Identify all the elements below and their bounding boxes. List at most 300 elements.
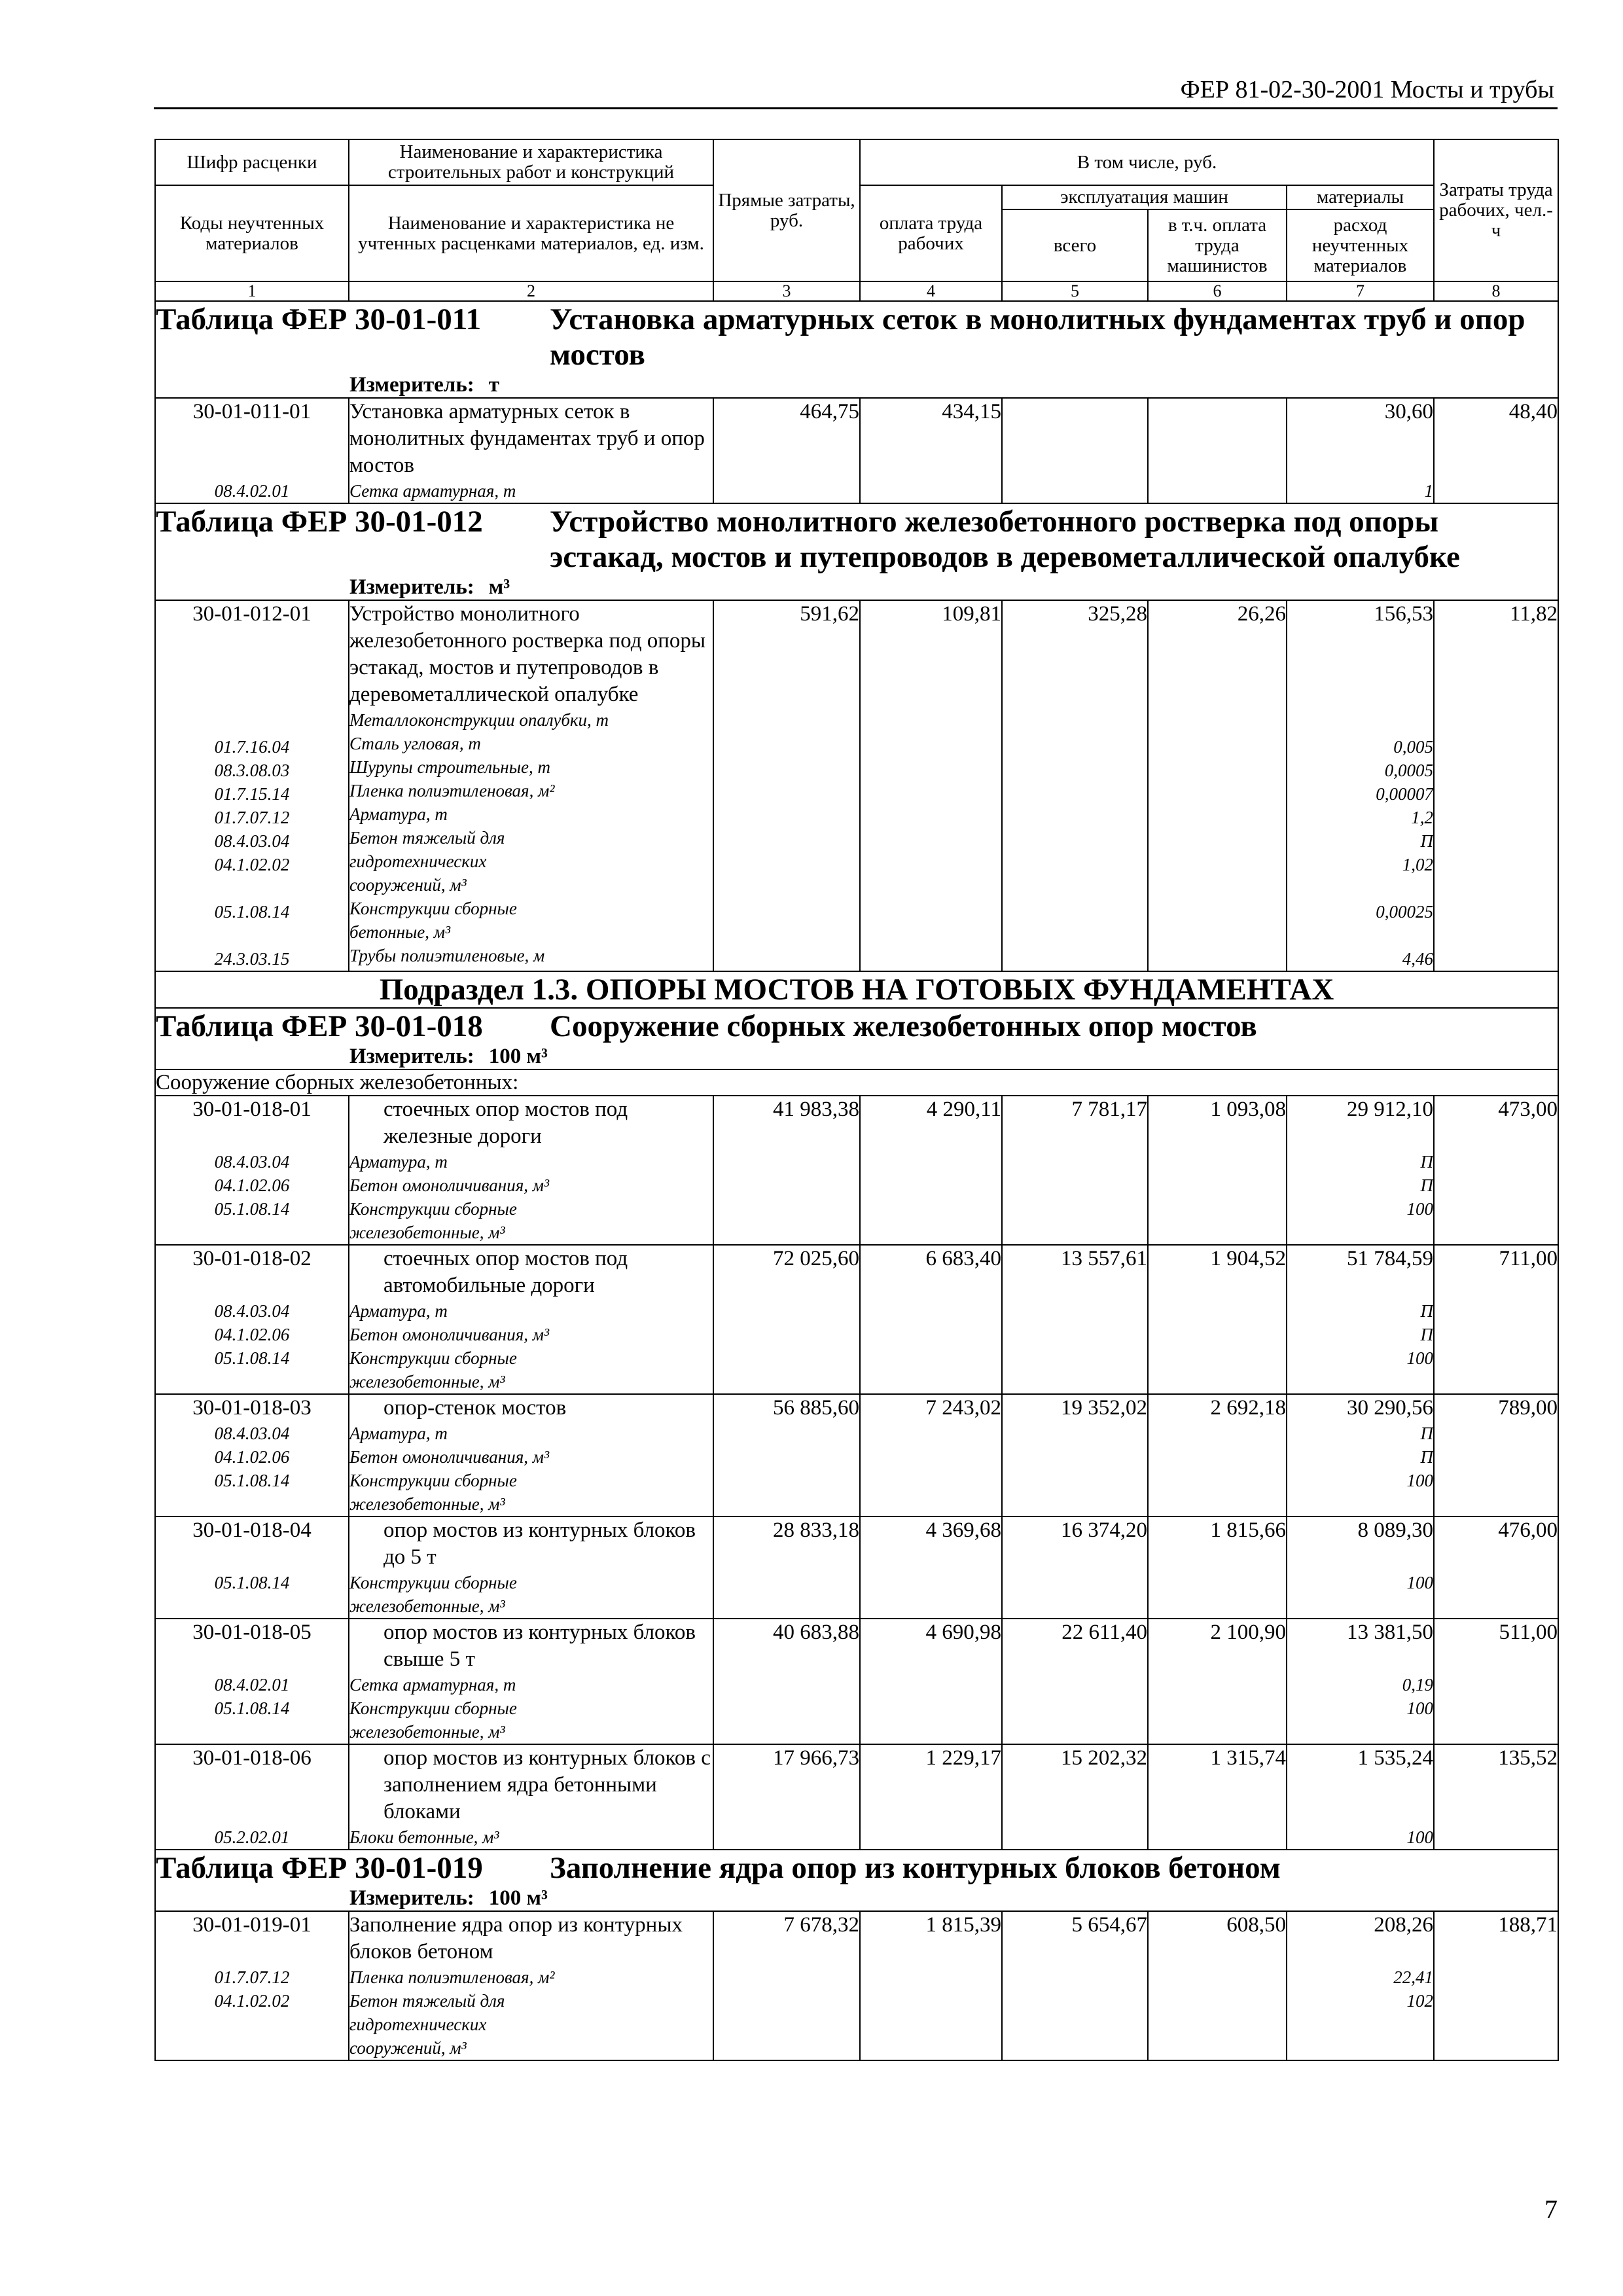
value-text: 16 374,20 xyxy=(1061,1518,1147,1542)
value-text: 56 885,60 xyxy=(773,1396,859,1420)
value-text: 13 557,61 xyxy=(1061,1247,1147,1270)
header-machine-operation: эксплуатация машин xyxy=(1002,185,1287,209)
material-code: 05.1.08.14 xyxy=(214,1348,290,1368)
value-text: 591,62 xyxy=(800,602,859,626)
subsection-row xyxy=(155,971,1558,1008)
section-header-row xyxy=(155,503,1558,600)
material-names xyxy=(349,1422,713,1516)
value-text: 7 781,17 xyxy=(1071,1098,1147,1121)
header-labor-costs: Затраты труда рабочих, чел.-ч xyxy=(1434,139,1558,281)
section-header-row xyxy=(155,1850,1558,1911)
material-qty: 0,19 xyxy=(1402,1675,1433,1695)
value-text: 464,75 xyxy=(800,400,859,423)
value-direct xyxy=(713,600,860,971)
value-mach xyxy=(1002,1744,1148,1850)
rate-code: 30-01-012-01 xyxy=(192,602,312,626)
material-qty: 22,41 xyxy=(1393,1967,1433,1987)
table-row xyxy=(155,1744,1558,1850)
value-mat xyxy=(1287,1744,1434,1850)
value-text: 1 315,74 xyxy=(1210,1746,1286,1770)
value-text: 473,00 xyxy=(1498,1098,1558,1121)
value-direct xyxy=(713,398,860,503)
table-row xyxy=(155,1911,1558,2060)
material-code: 24.3.03.15 xyxy=(214,949,290,969)
material-qty: 1 xyxy=(1424,481,1433,501)
column-number: 1 xyxy=(155,281,349,301)
material-qty: 100 xyxy=(1406,1698,1433,1718)
material-name: Сетка арматурная, т xyxy=(349,1675,516,1695)
rate-name-cell xyxy=(349,1744,713,1850)
value-mach-wages xyxy=(1148,1516,1287,1619)
material-names xyxy=(349,1673,713,1744)
table-title: Сооружение сборных железобетонных опор мостов xyxy=(550,1009,1257,1043)
value-text: 2 692,18 xyxy=(1210,1396,1286,1420)
column-number: 3 xyxy=(713,281,860,301)
header-name-label: Наименование и характеристика строительных работ и конструкций xyxy=(349,139,713,185)
rate-name-cell xyxy=(349,1245,713,1394)
rate-name: опор мостов из контурных блоков свыше 5 т xyxy=(383,1621,696,1671)
measure-label: Измеритель: xyxy=(349,575,474,599)
value-mach-wages xyxy=(1148,398,1287,503)
rate-name: стоечных опор мостов под железные дороги xyxy=(383,1098,628,1148)
rate-code-cell xyxy=(155,1911,349,2060)
measure-unit: 100 м³ xyxy=(488,1045,548,1068)
value-wages xyxy=(860,1619,1002,1744)
value-labor xyxy=(1434,600,1558,971)
material-code: 04.1.02.02 xyxy=(214,1991,290,2011)
section-title xyxy=(155,1008,1558,1069)
material-qty: 100 xyxy=(1406,1573,1433,1592)
material-names xyxy=(349,1299,713,1393)
value-text: 28 833,18 xyxy=(773,1518,859,1542)
material-qty: 100 xyxy=(1406,1199,1433,1219)
value-labor xyxy=(1434,398,1558,503)
table-body xyxy=(155,301,1558,2060)
material-qty: 100 xyxy=(1406,1827,1433,1847)
value-text: 5 654,67 xyxy=(1071,1913,1147,1937)
value-mach xyxy=(1002,1619,1148,1744)
material-name: Конструкции сборные железобетонные, м³ xyxy=(349,1573,517,1616)
table-row xyxy=(155,1394,1558,1516)
material-quantities xyxy=(1287,1422,1433,1516)
material-code: 05.1.08.14 xyxy=(214,902,290,922)
group-note: Сооружение сборных железобетонных: xyxy=(155,1069,1558,1096)
rate-name: Устройство монолитного железобетонного ростверка под опоры эстакад, мостов и путепроводов в деревометаллической опалубке xyxy=(349,602,706,706)
material-qty: 1,2 xyxy=(1411,808,1433,827)
value-text: 51 784,59 xyxy=(1347,1247,1433,1270)
value-text: 608,50 xyxy=(1226,1913,1286,1937)
material-codes xyxy=(156,479,348,503)
value-labor xyxy=(1434,1245,1558,1394)
material-codes xyxy=(156,735,348,971)
material-code: 05.1.08.14 xyxy=(214,1573,290,1592)
material-name: Арматура, т xyxy=(349,1301,448,1321)
value-text: 1 815,66 xyxy=(1210,1518,1286,1542)
header-labor-wages: оплата труда рабочих xyxy=(860,185,1002,281)
value-wages xyxy=(860,1911,1002,2060)
value-text: 1 815,39 xyxy=(925,1913,1001,1937)
value-text: 1 904,52 xyxy=(1210,1247,1286,1270)
header-direct-costs: Прямые затраты, руб. xyxy=(713,139,860,281)
value-mach xyxy=(1002,1394,1148,1516)
value-direct xyxy=(713,1911,860,2060)
material-name: Конструкции сборные железобетонные, м³ xyxy=(349,1348,517,1391)
material-code: 04.1.02.02 xyxy=(214,855,290,874)
material-quantities xyxy=(1287,1299,1433,1393)
value-text: 156,53 xyxy=(1374,602,1433,626)
rate-code-cell xyxy=(155,398,349,503)
value-text: 7 243,02 xyxy=(925,1396,1001,1420)
value-wages xyxy=(860,1744,1002,1850)
value-text: 4 290,11 xyxy=(926,1098,1001,1121)
material-quantities xyxy=(1287,735,1433,971)
value-direct xyxy=(713,1619,860,1744)
material-code: 08.4.03.04 xyxy=(214,831,290,851)
rate-name: опор-стенок мостов xyxy=(383,1396,567,1420)
material-quantities xyxy=(1287,479,1433,503)
value-labor xyxy=(1434,1911,1558,2060)
material-name: Арматура, т xyxy=(349,1152,448,1172)
value-text: 4 690,98 xyxy=(925,1621,1001,1644)
value-mach xyxy=(1002,1096,1148,1245)
value-text: 711,00 xyxy=(1499,1247,1558,1270)
material-names xyxy=(349,1150,713,1244)
material-name: Бетон омоноличивания, м³ xyxy=(349,1175,550,1195)
table-code: Таблица ФЕР 30-01-018 xyxy=(156,1009,483,1043)
material-name: Бетон омоноличивания, м³ xyxy=(349,1447,550,1467)
measure-line xyxy=(156,372,1558,397)
material-name: Конструкции сборные бетонные, м³ xyxy=(349,899,517,942)
value-direct xyxy=(713,1096,860,1245)
material-codes xyxy=(156,1299,348,1393)
measure-line xyxy=(156,575,1558,600)
material-code: 08.4.02.01 xyxy=(214,1675,290,1695)
value-labor xyxy=(1434,1394,1558,1516)
value-text: 29 912,10 xyxy=(1347,1098,1433,1121)
material-code: 05.1.08.14 xyxy=(214,1471,290,1490)
column-number: 8 xyxy=(1434,281,1558,301)
value-labor xyxy=(1434,1516,1558,1619)
value-text: 1 093,08 xyxy=(1210,1098,1286,1121)
header-materials: материалы xyxy=(1287,185,1434,209)
rate-name-cell xyxy=(349,1394,713,1516)
material-qty: П xyxy=(1420,1152,1433,1172)
table-row xyxy=(155,1245,1558,1394)
material-qty: 0,00007 xyxy=(1376,784,1433,804)
material-name: Бетон тяжелый для гидротехнических сооружений, м³ xyxy=(349,828,505,895)
value-mach-wages xyxy=(1148,1096,1287,1245)
value-labor xyxy=(1434,1619,1558,1744)
value-mat xyxy=(1287,1096,1434,1245)
rate-name-cell xyxy=(349,1516,713,1619)
material-qty: П xyxy=(1420,1447,1433,1467)
rate-code-cell xyxy=(155,1096,349,1245)
value-mach xyxy=(1002,398,1148,503)
table-row xyxy=(155,1516,1558,1619)
material-name: Пленка полиэтиленовая, м² xyxy=(349,781,555,800)
material-code: 04.1.02.06 xyxy=(214,1175,290,1195)
value-mach-wages xyxy=(1148,1911,1287,2060)
header-including: В том числе, руб. xyxy=(860,139,1434,185)
group-note-row xyxy=(155,1069,1558,1096)
material-qty: 0,00025 xyxy=(1376,902,1433,922)
value-mat xyxy=(1287,1245,1434,1394)
material-codes xyxy=(156,1965,348,2036)
measure-unit: т xyxy=(488,373,499,397)
value-text: 1 229,17 xyxy=(925,1746,1001,1770)
value-text: 15 202,32 xyxy=(1061,1746,1147,1770)
material-code: 08.4.03.04 xyxy=(214,1301,290,1321)
material-names xyxy=(349,479,713,503)
rate-code-cell xyxy=(155,1619,349,1744)
material-codes xyxy=(156,1571,348,1618)
header-machine-total: всего xyxy=(1002,209,1148,281)
value-text: 30,60 xyxy=(1384,400,1433,423)
material-qty: 100 xyxy=(1406,1471,1433,1490)
value-text: 135,52 xyxy=(1498,1746,1558,1770)
rate-name-cell xyxy=(349,1911,713,2060)
value-direct xyxy=(713,1516,860,1619)
section-title xyxy=(155,1850,1558,1911)
value-mach-wages xyxy=(1148,1245,1287,1394)
value-text: 208,26 xyxy=(1374,1913,1433,1937)
material-name: Трубы полиэтиленовые, м xyxy=(349,946,545,965)
material-name: Конструкции сборные железобетонные, м³ xyxy=(349,1199,517,1242)
material-names xyxy=(349,708,713,967)
value-text: 325,28 xyxy=(1088,602,1147,626)
value-text: 41 983,38 xyxy=(773,1098,859,1121)
rate-code-cell xyxy=(155,1394,349,1516)
material-codes xyxy=(156,1150,348,1244)
value-text: 188,71 xyxy=(1498,1913,1558,1937)
table-title: Устройство монолитного железобетонного ростверка под опоры эстакад, мостов и путепроводов в деревометаллической опалубке xyxy=(550,505,1460,574)
header-rule xyxy=(154,107,1558,109)
value-mat xyxy=(1287,1619,1434,1744)
material-name: Сетка арматурная, т xyxy=(349,481,516,501)
running-header: ФЕР 81-02-30-2001 Мосты и трубы xyxy=(1180,76,1554,103)
subsection-title: Подраздел 1.3. ОПОРЫ МОСТОВ НА ГОТОВЫХ ФУНДАМЕНТАХ xyxy=(155,971,1558,1008)
value-text: 7 678,32 xyxy=(783,1913,859,1937)
value-text: 434,15 xyxy=(942,400,1001,423)
value-text: 1 535,24 xyxy=(1357,1746,1433,1770)
value-text: 72 025,60 xyxy=(773,1247,859,1270)
measure-label: Измеритель: xyxy=(349,1886,474,1910)
material-name: Блоки бетонные, м³ xyxy=(349,1827,499,1847)
value-mach-wages xyxy=(1148,1744,1287,1850)
measure-line xyxy=(156,1044,1558,1069)
material-code: 01.7.15.14 xyxy=(214,784,290,804)
value-text: 6 683,40 xyxy=(925,1247,1001,1270)
material-qty: П xyxy=(1420,1301,1433,1321)
material-codes xyxy=(156,1673,348,1744)
rate-code: 30-01-018-03 xyxy=(192,1396,312,1420)
material-name: Сталь угловая, т xyxy=(349,734,481,753)
table-code: Таблица ФЕР 30-01-019 xyxy=(156,1851,483,1885)
material-quantities xyxy=(1287,1571,1433,1618)
value-direct xyxy=(713,1245,860,1394)
material-code: 01.7.16.04 xyxy=(214,737,290,757)
value-wages xyxy=(860,1394,1002,1516)
section-header-row xyxy=(155,301,1558,398)
material-code: 08.4.03.04 xyxy=(214,1152,290,1172)
header-code-label: Шифр расценки xyxy=(155,139,349,185)
material-name: Бетон тяжелый для гидротехнических сооружений, м³ xyxy=(349,1991,505,2058)
material-code: 08.3.08.03 xyxy=(214,761,290,780)
page-number: 7 xyxy=(1544,2195,1558,2224)
material-codes xyxy=(156,1422,348,1516)
value-text: 30 290,56 xyxy=(1347,1396,1433,1420)
rate-code: 30-01-018-02 xyxy=(192,1247,312,1270)
rate-code-cell xyxy=(155,1245,349,1394)
value-text: 789,00 xyxy=(1498,1396,1558,1420)
material-code: 04.1.02.06 xyxy=(214,1447,290,1467)
table-code: Таблица ФЕР 30-01-011 xyxy=(156,302,482,336)
material-code: 04.1.02.06 xyxy=(214,1325,290,1344)
material-name: Бетон омоноличивания, м³ xyxy=(349,1325,550,1344)
value-mach xyxy=(1002,1911,1148,2060)
material-quantities xyxy=(1287,1150,1433,1244)
value-mat xyxy=(1287,600,1434,971)
value-mach xyxy=(1002,1245,1148,1394)
rate-code-cell xyxy=(155,1744,349,1850)
rate-name: стоечных опор мостов под автомобильные дороги xyxy=(383,1247,628,1297)
rate-name-cell xyxy=(349,398,713,503)
rate-code-cell xyxy=(155,600,349,971)
value-wages xyxy=(860,398,1002,503)
value-labor xyxy=(1434,1744,1558,1850)
table-row xyxy=(155,600,1558,971)
material-qty: 4,46 xyxy=(1402,949,1433,969)
material-code: 08.4.02.01 xyxy=(214,481,290,501)
value-text: 48,40 xyxy=(1508,400,1558,423)
material-code: 08.4.03.04 xyxy=(214,1424,290,1443)
rate-code: 30-01-019-01 xyxy=(192,1913,312,1937)
material-name: Арматура, т xyxy=(349,804,448,824)
material-code: 05.1.08.14 xyxy=(214,1199,290,1219)
measure-label: Измеритель: xyxy=(349,373,474,397)
value-text: 26,26 xyxy=(1237,602,1286,626)
table-code: Таблица ФЕР 30-01-012 xyxy=(156,505,483,539)
material-name: Шурупы строительные, т xyxy=(349,757,550,777)
rate-name-cell xyxy=(349,1096,713,1245)
section-title xyxy=(155,503,1558,600)
rate-code: 30-01-018-06 xyxy=(192,1746,312,1770)
column-number: 5 xyxy=(1002,281,1148,301)
value-text: 8 089,30 xyxy=(1357,1518,1433,1542)
material-qty: 0,005 xyxy=(1393,737,1433,757)
value-text: 2 100,90 xyxy=(1210,1621,1286,1644)
material-code: 05.1.08.14 xyxy=(214,1698,290,1718)
section-title xyxy=(155,301,1558,398)
material-name: Пленка полиэтиленовая, м² xyxy=(349,1967,555,1987)
rate-name-cell xyxy=(349,1619,713,1744)
table-row xyxy=(155,1619,1558,1744)
value-mat xyxy=(1287,398,1434,503)
header-machinist-wages: в т.ч. оплата труда машинистов xyxy=(1148,209,1287,281)
value-mat xyxy=(1287,1394,1434,1516)
rate-code: 30-01-011-01 xyxy=(192,400,312,423)
material-name: Конструкции сборные железобетонные, м³ xyxy=(349,1471,517,1514)
material-qty: П xyxy=(1420,1424,1433,1443)
rate-name: Установка арматурных сеток в монолитных фундаментах труб и опор мостов xyxy=(349,400,705,477)
rate-code: 30-01-018-01 xyxy=(192,1098,312,1121)
column-number: 7 xyxy=(1287,281,1434,301)
column-number: 2 xyxy=(349,281,713,301)
value-text: 17 966,73 xyxy=(773,1746,859,1770)
value-mach xyxy=(1002,1516,1148,1619)
header-name-unaccounted: Наименование и характеристика не учтенных расценками материалов, ед. изм. xyxy=(349,185,713,281)
material-quantities xyxy=(1287,1673,1433,1744)
table-title: Установка арматурных сеток в монолитных фундаментах труб и опор мостов xyxy=(550,302,1525,372)
material-names xyxy=(349,1571,713,1618)
value-wages xyxy=(860,1245,1002,1394)
value-text: 40 683,88 xyxy=(773,1621,859,1644)
header-codes-unaccounted: Коды неучтенных материалов xyxy=(155,185,349,281)
column-number: 6 xyxy=(1148,281,1287,301)
material-qty: П xyxy=(1420,831,1433,851)
value-direct xyxy=(713,1394,860,1516)
material-qty: 1,02 xyxy=(1402,855,1433,874)
rate-name: опор мостов из контурных блоков с заполнением ядра бетонными блоками xyxy=(383,1746,711,1823)
material-qty: 0,0005 xyxy=(1384,761,1433,780)
material-qty: П xyxy=(1420,1325,1433,1344)
value-mach-wages xyxy=(1148,1394,1287,1516)
value-text: 11,82 xyxy=(1509,602,1558,626)
material-quantities xyxy=(1287,1965,1433,2036)
measure-label: Измеритель: xyxy=(349,1045,474,1068)
rate-name: Заполнение ядра опор из контурных блоков бетоном xyxy=(349,1913,683,1964)
section-header-row xyxy=(155,1008,1558,1069)
value-text: 4 369,68 xyxy=(925,1518,1001,1542)
header-materials-consumption: расход неучтенных материалов xyxy=(1287,209,1434,281)
material-qty: П xyxy=(1420,1175,1433,1195)
value-text: 109,81 xyxy=(942,602,1001,626)
value-mach-wages xyxy=(1148,1619,1287,1744)
price-table xyxy=(154,139,1559,2061)
value-labor xyxy=(1434,1096,1558,1245)
measure-line xyxy=(156,1886,1558,1910)
value-mach xyxy=(1002,600,1148,971)
material-code: 05.2.02.01 xyxy=(214,1827,290,1847)
material-names xyxy=(349,1965,713,2060)
table-row xyxy=(155,1096,1558,1245)
value-direct xyxy=(713,1744,860,1850)
value-text: 476,00 xyxy=(1498,1518,1558,1542)
table-row xyxy=(155,398,1558,503)
rate-name: опор мостов из контурных блоков до 5 т xyxy=(383,1518,696,1569)
material-qty: 102 xyxy=(1406,1991,1433,2011)
material-name: Металлоконструкции опалубки, т xyxy=(349,710,609,730)
value-text: 22 611,40 xyxy=(1061,1621,1147,1644)
value-mat xyxy=(1287,1516,1434,1619)
column-number: 4 xyxy=(860,281,1002,301)
value-text: 13 381,50 xyxy=(1347,1621,1433,1644)
value-wages xyxy=(860,1096,1002,1245)
material-name: Конструкции сборные железобетонные, м³ xyxy=(349,1698,517,1742)
material-names xyxy=(349,1825,713,1849)
material-code: 01.7.07.12 xyxy=(214,808,290,827)
value-mat xyxy=(1287,1911,1434,2060)
rate-code: 30-01-018-05 xyxy=(192,1621,312,1644)
measure-unit: м³ xyxy=(488,575,510,599)
rate-name-cell xyxy=(349,600,713,971)
value-mach-wages xyxy=(1148,600,1287,971)
material-name: Арматура, т xyxy=(349,1424,448,1443)
value-text: 511,00 xyxy=(1499,1621,1558,1644)
material-codes xyxy=(156,1825,348,1849)
value-wages xyxy=(860,600,1002,971)
measure-unit: 100 м³ xyxy=(488,1886,548,1910)
